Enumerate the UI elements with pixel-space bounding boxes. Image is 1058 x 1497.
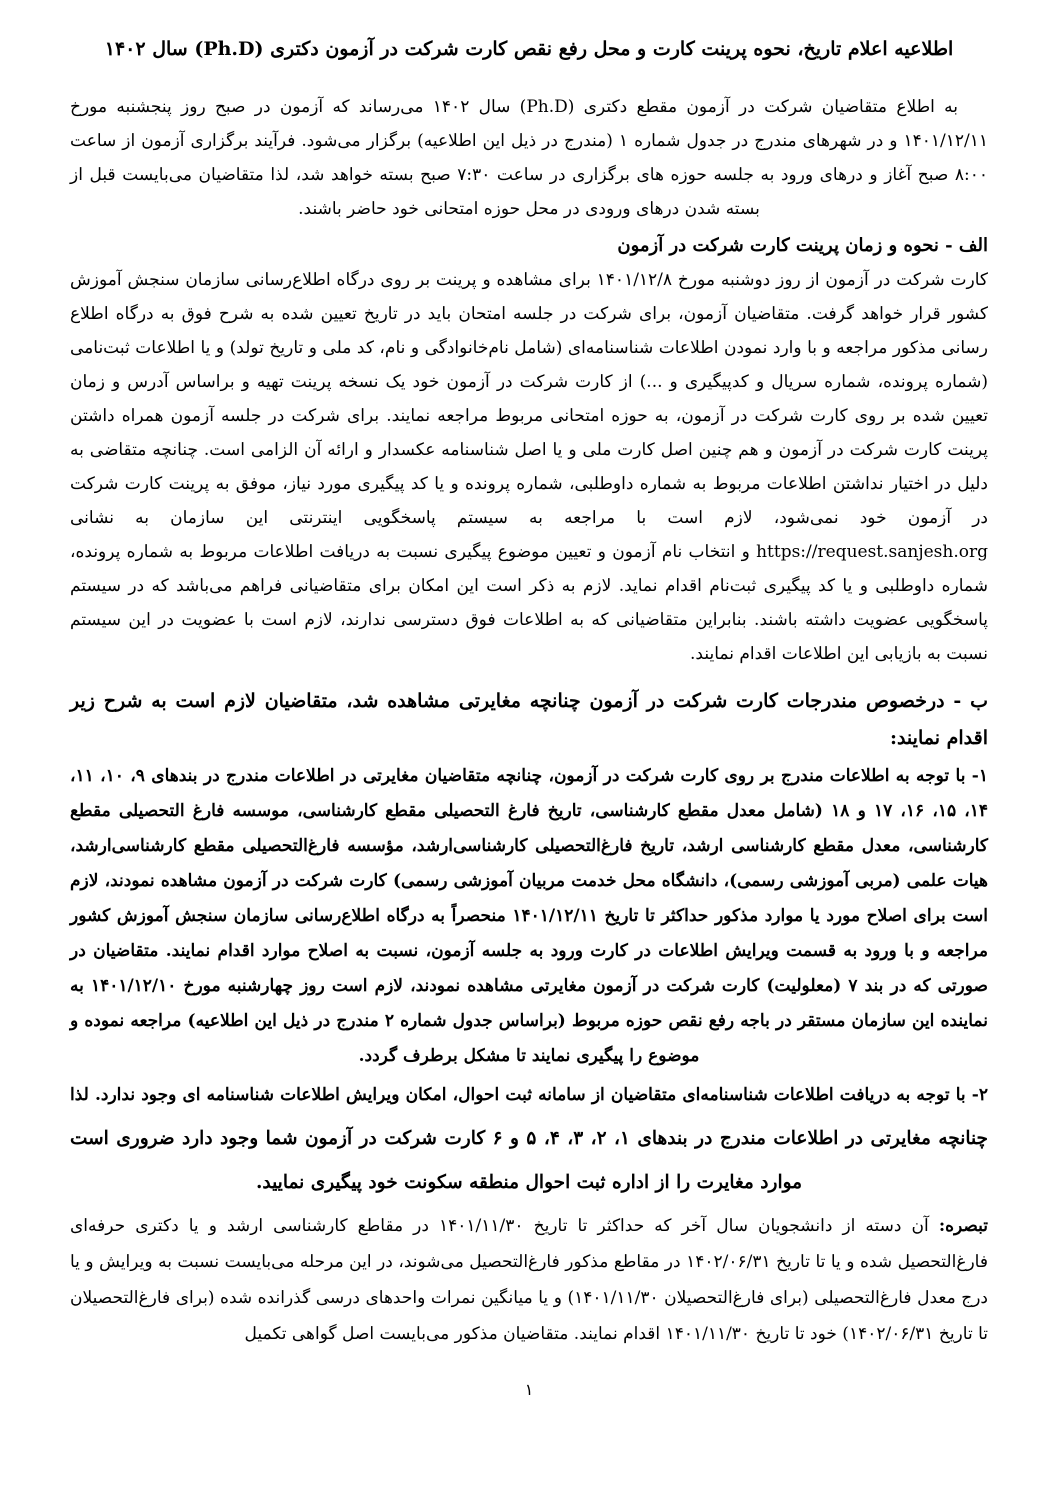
note-body-text: آن دسته از دانشجویان سال آخر که حداکثر تا تاریخ ۱۴۰۱/۱۱/۳۰ در مقاطع کارشناسی ارشد و یا دکتری حرفه‌ای فارغ‌التحصیل شده و یا تا تاریخ ۱۴۰۲/۰۶/۳۱ در مقاطع مذکور فارغ‌التحصیل می‌شوند، در این مرحله می‌بایست نسبت به ویرایش و یا درج معدل فارغ‌التحصیلی (برای فارغ‌التحصیلان ۱۴۰۱/۱۱/۳۰) و یا میانگین نمرات واحدهای درسی گذرانده شده (برای فارغ‌التحصیلان تا تاریخ ۱۴۰۲/۰۶/۳۱) خود تا تاریخ ۱۴۰۱/۱۱/۳۰ اقدام نمایند. متقاضیان مذکور می‌بایست اصل گواهی تکمیل xyxy=(70,1216,988,1344)
note-label: تبصره: xyxy=(938,1216,988,1236)
section-a-heading: الف - نحوه و زمان پرینت کارت شرکت در آزمون xyxy=(617,235,988,256)
section-b-item-1: ۱- با توجه به اطلاعات مندرج بر روی کارت شرکت در آزمون، چنانچه متقاضیان مغایرتی در اطلاعات مندرج در بندهای ۹، ۱۰، ۱۱، ۱۴، ۱۵، ۱۶، ۱۷ و ۱۸ (شامل معدل مقطع کارشناسی، تاریخ فارغ التحصیلی مقطع کارشناسی، موسسه فارغ التحصیلی مقطع کارشناسی، معدل مقطع کارشناسی ارشد، تاریخ فارغ‌التحصیلی کارشناسی‌ارشد، مؤسسه فارغ‌التحصیلی مقطع کارشناسی‌ارشد، هیات علمی (مربی آموزشی رسمی)، دانشگاه محل خدمت مربیان آموزشی رسمی) کارت شرکت در آزمون مشاهده نمودند، لازم است برای اصلاح مورد یا موارد مذکور حداکثر تا تاریخ ۱۴۰۱/۱۲/۱۱ منحصراً به درگاه اطلاع‌رسانی سازمان سنجش آموزش کشور مراجعه و با ورود به قسمت ویرایش اطلاعات در کارت ورود به جلسه آزمون، نسبت به اصلاح موارد اقدام نمایند. متقاضیان در صورتی که در بند ۷ (معلولیت) کارت شرکت در آزمون مغایرتی مشاهده نمودند، لازم است روز چهارشنبه مورخ ۱۴۰۱/۱۲/۱۰ به نماینده این سازمان مستقر در باجه رفع نقص حوزه مربوط (براساس جدول شماره ۲ مندرج در ذیل این اطلاعیه) مراجعه نموده و موضوع را پیگیری نمایند تا مشکل برطرف گردد. xyxy=(70,766,989,1066)
sanjesh-request-url: https://request.sanjesh.org xyxy=(756,542,988,562)
section-a-paragraph xyxy=(70,263,988,671)
section-a-text-after-url: و انتخاب نام آزمون و تعیین موضوع پیگیری نسبت به دریافت اطلاعات مربوط به شماره پرونده، شماره داوطلبی و یا کد پیگیری ثبت‌نام اقدام نماید. لازم به ذکر است این امکان برای متقاضیانی فراهم می‌باشد که در سیستم پاسخگویی عضویت داشته باشند. بنابراین متقاضیانی که به اطلاعات فوق دسترسی ندارند، لازم است با عضویت در این سیستم نسبت به بازیابی این اطلاعات اقدام نمایند. xyxy=(70,542,988,664)
note-paragraph xyxy=(70,1208,988,1352)
item-2-emphasized-text: چنانچه مغایرتی در اطلاعات مندرج در بندهای ۱، ۲، ۳، ۴، ۵ و ۶ کارت شرکت در آزمون شما وجود دارد ضروری است موارد مغایرت را از اداره ثبت احوال منطقه سکونت خود پیگیری نمایید. xyxy=(70,1128,988,1193)
section-b-heading: ب - درخصوص مندرجات کارت شرکت در آزمون چنانچه مغایرتی مشاهده شد، متقاضیان لازم است به شرح زیر اقدام نمایند: xyxy=(70,690,988,749)
page-number: ۱ xyxy=(524,1380,534,1399)
item-2-intro-text: ۲- با توجه به دریافت اطلاعات شناسنامه‌ای متقاضیان از سامانه ثبت احوال، امکان ویرایش اطلاعات شناسنامه ای وجود ندارد. لذا xyxy=(70,1085,988,1105)
section-a-text-before-url: کارت شرکت در آزمون از روز دوشنبه مورخ ۱۴۰۱/۱۲/۸ برای مشاهده و پرینت بر روی درگاه اطلاع‌رسانی سازمان سنجش آموزش کشور قرار خواهد گرفت. متقاضیان آزمون، برای شرکت در جلسه امتحان باید در تاریخ تعیین شده به شرح فوق به درگاه اطلاع رسانی مذکور مراجعه و با وارد نمودن اطلاعات شناسنامه‌ای (شامل نام‌خانوادگی و نام، کد ملی و تاریخ تولد) و یا اطلاعات ثبت‌نامی (شماره پرونده، شماره سریال و کدپیگیری و ...) از کارت شرکت در آزمون خود یک نسخه پرینت تهیه و براساس آدرس و زمان تعیین شده بر روی کارت شرکت در آزمون، به حوزه امتحانی مربوط مراجعه نمایند. برای شرکت در جلسه آزمون همراه داشتن پرینت کارت شرکت در آزمون و هم چنین اصل کارت ملی و یا اصل شناسنامه عکسدار و ارائه آن الزامی است. چنانچه متقاضی به دلیل در اختیار نداشتن اطلاعات مربوط به شماره داوطلبی، شماره پرونده و یا کد پیگیری مورد نیاز، موفق به پرینت کارت شرکت در آزمون خود نمی‌شود، لازم است با مراجعه به سیستم پاسخگویی اینترنتی این سازمان به نشانی xyxy=(70,270,989,528)
intro-paragraph: به اطلاع متقاضیان شرکت در آزمون مقطع دکتری (Ph.D) سال ۱۴۰۲ می‌رساند که آزمون در صبح روز پنجشنبه مورخ ۱۴۰۱/۱۲/۱۱ و در شهرهای مندرج در جدول شماره ۱ (مندرج در ذیل این اطلاعیه) برگزار می‌شود. فرآیند برگزاری آزمون از ساعت ۸:۰۰ صبح آغاز و درهای ورود به جلسه حوزه های برگزاری در ساعت ۷:۳۰ صبح بسته خواهد شد، لذا متقاضیان می‌بایست قبل از بسته شدن درهای ورودی در محل حوزه امتحانی خود حاضر باشند. xyxy=(70,97,988,219)
page-title: اطلاعیه اعلام تاریخ، نحوه پرینت کارت و محل رفع نقص کارت شرکت در آزمون دکتری (Ph.D) سال ۱۴۰۲ xyxy=(104,38,954,60)
section-b-item-2 xyxy=(70,1074,988,1205)
